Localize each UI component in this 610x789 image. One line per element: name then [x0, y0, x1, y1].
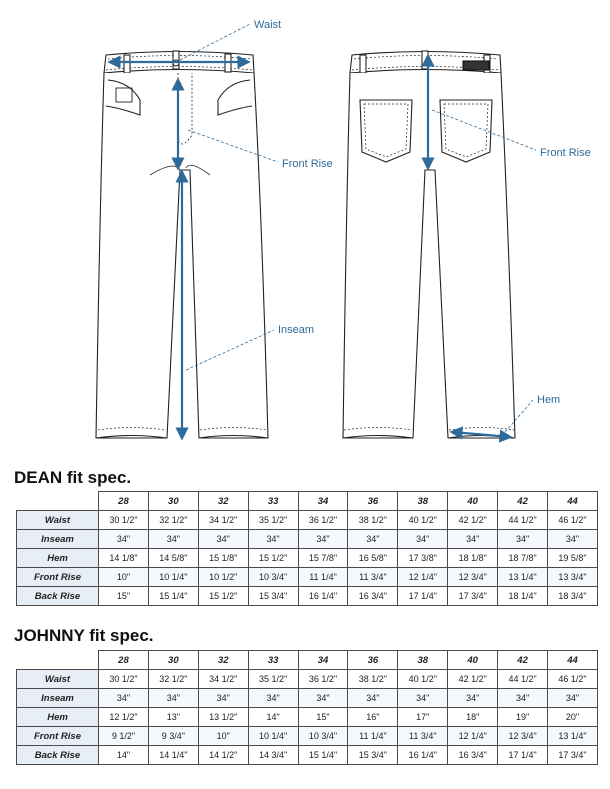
spec-cell: 15 1/8" [198, 549, 248, 568]
size-header: 34 [298, 651, 348, 670]
spec-cell: 12 1/2" [99, 708, 149, 727]
spec-cell: 16" [348, 708, 398, 727]
spec-cell: 17 3/4" [548, 746, 598, 765]
spec-cell: 14 1/8" [99, 549, 149, 568]
spec-cell: 34" [248, 530, 298, 549]
spec-cell: 38 1/2" [348, 511, 398, 530]
spec-cell: 18 3/4" [548, 587, 598, 606]
spec-cell: 32 1/2" [148, 670, 198, 689]
size-header: 30 [148, 651, 198, 670]
spec-cell: 16 3/4" [448, 746, 498, 765]
spec-cell: 34" [148, 530, 198, 549]
spec-cell: 42 1/2" [448, 511, 498, 530]
spec-cell: 34" [298, 689, 348, 708]
table-row [17, 746, 598, 765]
spec-cell: 34" [398, 530, 448, 549]
dean-spec-table [16, 491, 598, 606]
size-header: 36 [348, 492, 398, 511]
spec-cell: 38 1/2" [348, 670, 398, 689]
spec-cell: 34" [448, 530, 498, 549]
spec-cell: 15 1/2" [198, 587, 248, 606]
row-label: Back Rise [17, 746, 99, 765]
spec-cell: 15 3/4" [348, 746, 398, 765]
spec-cell: 19" [498, 708, 548, 727]
row-label: Hem [17, 549, 99, 568]
row-label: Waist [17, 670, 99, 689]
spec-cell: 46 1/2" [548, 511, 598, 530]
spec-cell: 13 3/4" [548, 568, 598, 587]
spec-cell: 34" [448, 689, 498, 708]
spec-cell: 34" [548, 689, 598, 708]
spec-cell: 34" [498, 689, 548, 708]
spec-cell: 18 1/8" [448, 549, 498, 568]
size-header: 33 [248, 492, 298, 511]
spec-cell: 19 5/8" [548, 549, 598, 568]
spec-cell: 17 1/4" [398, 587, 448, 606]
size-header: 44 [548, 492, 598, 511]
spec-cell: 10" [198, 727, 248, 746]
size-header: 38 [398, 492, 448, 511]
spec-cell: 14" [99, 746, 149, 765]
spec-cell: 34" [198, 689, 248, 708]
table-row [17, 670, 598, 689]
table-row [17, 587, 598, 606]
spec-cell: 34" [99, 689, 149, 708]
spec-cell: 17 3/4" [448, 587, 498, 606]
spec-cell: 34 1/2" [198, 511, 248, 530]
table-row [17, 727, 598, 746]
table-row [17, 568, 598, 587]
spec-cell: 15 7/8" [298, 549, 348, 568]
spec-cell: 15 1/4" [148, 587, 198, 606]
spec-cell: 13" [148, 708, 198, 727]
spec-cell: 34" [248, 689, 298, 708]
spec-cell: 10 1/4" [248, 727, 298, 746]
spec-cell: 35 1/2" [248, 670, 298, 689]
size-header: 32 [198, 492, 248, 511]
callout-waist: Waist [254, 19, 282, 31]
spec-cell: 36 1/2" [298, 670, 348, 689]
size-header: 44 [548, 651, 598, 670]
callout-hem: Hem [537, 394, 561, 406]
row-label: Waist [17, 511, 99, 530]
spec-cell: 16 1/4" [298, 587, 348, 606]
row-label: Back Rise [17, 587, 99, 606]
spec-cell: 15 1/2" [248, 549, 298, 568]
spec-cell: 16 1/4" [398, 746, 448, 765]
spec-cell: 17 1/4" [498, 746, 548, 765]
spec-cell: 42 1/2" [448, 670, 498, 689]
spec-cell: 13 1/4" [498, 568, 548, 587]
corner-cell [17, 492, 99, 511]
callout-front-rise: Front Rise [282, 158, 333, 170]
spec-cell: 36 1/2" [298, 511, 348, 530]
spec-cell: 18 7/8" [498, 549, 548, 568]
dean-title: DEAN fit spec. [14, 468, 132, 487]
spec-cell: 15" [99, 587, 149, 606]
spec-cell: 40 1/2" [398, 670, 448, 689]
table-row [17, 530, 598, 549]
spec-cell: 14 3/4" [248, 746, 298, 765]
spec-cell: 17" [398, 708, 448, 727]
spec-cell: 10 1/4" [148, 568, 198, 587]
row-label: Front Rise [17, 727, 99, 746]
size-header: 38 [398, 651, 448, 670]
callout-inseam: Inseam [278, 324, 315, 336]
spec-cell: 34 1/2" [198, 670, 248, 689]
spec-cell: 12 3/4" [448, 568, 498, 587]
spec-cell: 34" [148, 689, 198, 708]
table-row [17, 689, 598, 708]
spec-cell: 30 1/2" [99, 670, 149, 689]
spec-cell: 11 1/4" [348, 727, 398, 746]
table-row [17, 708, 598, 727]
spec-cell: 17 3/8" [398, 549, 448, 568]
spec-cell: 46 1/2" [548, 670, 598, 689]
spec-cell: 13 1/4" [548, 727, 598, 746]
spec-cell: 9 1/2" [99, 727, 149, 746]
spec-cell: 44 1/2" [498, 511, 548, 530]
size-header: 42 [498, 651, 548, 670]
size-header: 40 [448, 651, 498, 670]
spec-cell: 11 3/4" [398, 727, 448, 746]
spec-cell: 34" [198, 530, 248, 549]
spec-cell: 14" [248, 708, 298, 727]
size-header: 36 [348, 651, 398, 670]
spec-cell: 10 1/2" [198, 568, 248, 587]
johnny-spec-table [16, 650, 598, 765]
spec-cell: 11 3/4" [348, 568, 398, 587]
row-label: Front Rise [17, 568, 99, 587]
size-header: 40 [448, 492, 498, 511]
spec-cell: 11 1/4" [298, 568, 348, 587]
johnny-title: JOHNNY fit spec. [14, 626, 154, 645]
spec-cell: 34" [99, 530, 149, 549]
spec-cell: 34" [398, 689, 448, 708]
spec-cell: 14 1/2" [198, 746, 248, 765]
spec-cell: 30 1/2" [99, 511, 149, 530]
spec-cell: 10 3/4" [248, 568, 298, 587]
spec-cell: 14 5/8" [148, 549, 198, 568]
callout-front-rise-back: Front Rise [540, 147, 591, 159]
row-label: Inseam [17, 689, 99, 708]
spec-cell: 16 3/4" [348, 587, 398, 606]
row-label: Inseam [17, 530, 99, 549]
spec-cell: 12 3/4" [498, 727, 548, 746]
table-row [17, 511, 598, 530]
spec-cell: 34" [348, 530, 398, 549]
row-label: Hem [17, 708, 99, 727]
spec-cell: 15 1/4" [298, 746, 348, 765]
spec-cell: 34" [498, 530, 548, 549]
spec-cell: 34" [298, 530, 348, 549]
size-header: 32 [198, 651, 248, 670]
table-row [17, 549, 598, 568]
size-header: 28 [99, 492, 149, 511]
size-header: 34 [298, 492, 348, 511]
spec-cell: 32 1/2" [148, 511, 198, 530]
spec-cell: 10" [99, 568, 149, 587]
spec-cell: 14 1/4" [148, 746, 198, 765]
spec-cell: 34" [348, 689, 398, 708]
spec-cell: 9 3/4" [148, 727, 198, 746]
spec-cell: 12 1/4" [398, 568, 448, 587]
spec-cell: 34" [548, 530, 598, 549]
spec-cell: 20" [548, 708, 598, 727]
spec-cell: 13 1/2" [198, 708, 248, 727]
size-header: 42 [498, 492, 548, 511]
corner-cell [17, 651, 99, 670]
spec-cell: 16 5/8" [348, 549, 398, 568]
spec-cell: 12 1/4" [448, 727, 498, 746]
spec-cell: 44 1/2" [498, 670, 548, 689]
spec-cell: 35 1/2" [248, 511, 298, 530]
spec-cell: 15" [298, 708, 348, 727]
size-header: 33 [248, 651, 298, 670]
spec-cell: 40 1/2" [398, 511, 448, 530]
spec-cell: 18" [448, 708, 498, 727]
spec-cell: 18 1/4" [498, 587, 548, 606]
spec-cell: 15 3/4" [248, 587, 298, 606]
size-header: 30 [148, 492, 198, 511]
spec-cell: 10 3/4" [298, 727, 348, 746]
size-header: 28 [99, 651, 149, 670]
